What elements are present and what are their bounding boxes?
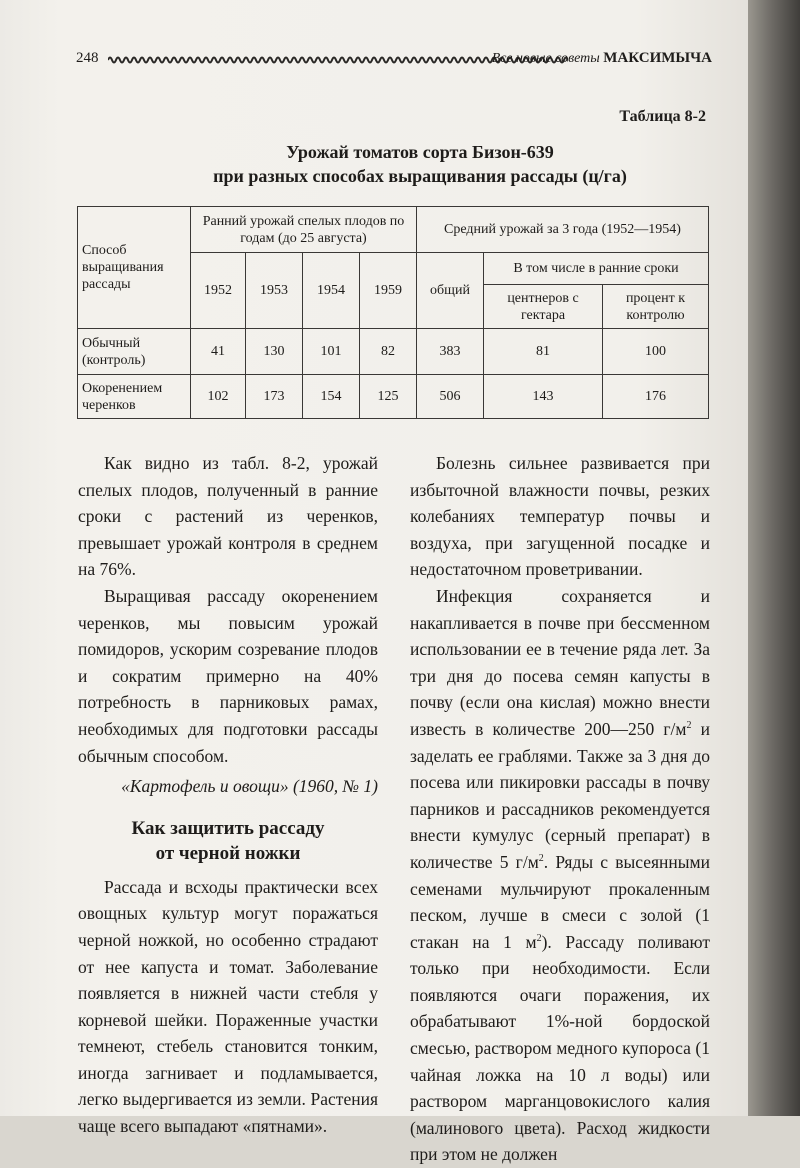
- header-average-harvest: Средний урожай за 3 года (1952—1954): [417, 207, 709, 253]
- header-year-1954: 1954: [303, 253, 360, 329]
- table-title-line2: при разных способах выращивания рассады (ц/га): [213, 166, 627, 186]
- table-title-line1: Урожай томатов сорта Бизон-639: [286, 142, 554, 162]
- book-gutter-shadow: [748, 0, 800, 1116]
- header-early-terms: В том числе в ранние сроки: [484, 253, 709, 285]
- paragraph: Выращивая рассаду окоренением черенков, мы повысим урожай помидоров, ускорим созревание плодов и сократим примерно на 40% потребность в парниковых рамах, необходимых для подготовки рассады обычным способом.: [78, 585, 378, 766]
- paragraph: Как видно из табл. 8-2, урожай спелых плодов, полученный в ранние сроки с растений из черенков, превышает урожай контроля в среднем на 76%.: [78, 453, 378, 580]
- cell-percent: 100: [603, 329, 709, 375]
- paragraph: Рассада и всходы практически всех овощных культур могут поражаться черной ножкой, но особенно страдают от нее капуста и томат. Заболевание появляется в нижней части стебля у корневой шейки. Пораженные участки темнеют, стебель становится тонким, иногда загнивает и подламывается, легко выдергивается из земли. Растения чаще всего выпадают «пятнами».: [78, 876, 378, 1137]
- header-method: Способ выращивания рассады: [78, 207, 191, 329]
- section-heading: [78, 816, 378, 866]
- cell-1954: 154: [303, 375, 360, 419]
- superscript: 2: [686, 720, 692, 732]
- running-title-italic: Все новые советы: [491, 51, 600, 66]
- text-run: ). Рассаду поливают только при необходимости. Если появляются очаги поражения, их обрабатывают 1%-ной бордоской смесью, раствором медного купороса (1 чайная ложка на 10 л воды) или раствором марганцовокислого калия (малинового цвета). Расход жидкости при этом не должен: [410, 931, 710, 1165]
- yield-table: [77, 206, 709, 419]
- cell-percent: 176: [603, 375, 709, 419]
- cell-1953: 130: [246, 329, 303, 375]
- table-row: [78, 329, 709, 375]
- row-method: Обычный (контроль): [78, 329, 191, 375]
- cell-1953: 173: [246, 375, 303, 419]
- cell-centners: 81: [484, 329, 603, 375]
- header-year-1959: 1959: [360, 253, 417, 329]
- text-run: и заделать ее граблями. Также за 3 дня до посева или пикировки рассады в почву парников и рассадников рекомендуется внести кумулус (серный препарат) в количестве 5 г/м: [410, 718, 710, 872]
- cell-centners: 143: [484, 375, 603, 419]
- header-year-1953: 1953: [246, 253, 303, 329]
- page-number: 248: [76, 50, 99, 66]
- header-total: общий: [417, 253, 484, 329]
- section-heading-line1: Как защитить рассаду: [131, 817, 325, 839]
- section-heading-line2: от черной ножки: [155, 842, 301, 864]
- superscript: 2: [538, 853, 544, 865]
- superscript: 2: [536, 932, 542, 944]
- header-year-1952: 1952: [191, 253, 246, 329]
- left-column: [78, 450, 378, 1140]
- cell-1954: 101: [303, 329, 360, 375]
- header-early-harvest: Ранний урожай спелых плодов по годам (до 25 августа): [191, 207, 417, 253]
- row-method: Окоренением черенков: [78, 375, 191, 419]
- cell-total: 506: [417, 375, 484, 419]
- paragraph: Болезнь сильнее развивается при избыточной влажности почвы, резких колебаниях температур почвы и воздуха, при загущенной посадке и недостаточном проветривании.: [410, 453, 710, 580]
- text-run: Инфекция сохраняется и накапливается в почве при бессменном использовании ее в течение ряда лет. За три дня до посева семян капусты в почву (если она кислая) можно внести известь в количестве 200—250 г/м: [410, 585, 710, 739]
- header-centners: центнеров с гектара: [484, 285, 603, 329]
- cell-total: 383: [417, 329, 484, 375]
- text-run: . Ряды с высеянными семенами мульчируют прокаленным песком, лучше в смеси с золой (1 стакан на 1 м: [410, 851, 710, 952]
- header-percent: процент к контролю: [603, 285, 709, 329]
- running-title: [492, 50, 712, 67]
- right-column: [410, 450, 710, 1168]
- cell-1952: 102: [191, 375, 246, 419]
- cell-1959: 125: [360, 375, 417, 419]
- cell-1959: 82: [360, 329, 417, 375]
- paragraph: [410, 583, 710, 1168]
- table-label: Таблица 8-2: [619, 108, 706, 125]
- cell-1952: 41: [191, 329, 246, 375]
- source-citation: «Картофель и овощи» (1960, № 1): [121, 776, 378, 797]
- page-header: [76, 48, 712, 72]
- table-row: [78, 375, 709, 419]
- running-title-bold: МАКСИМЫЧА: [603, 50, 712, 66]
